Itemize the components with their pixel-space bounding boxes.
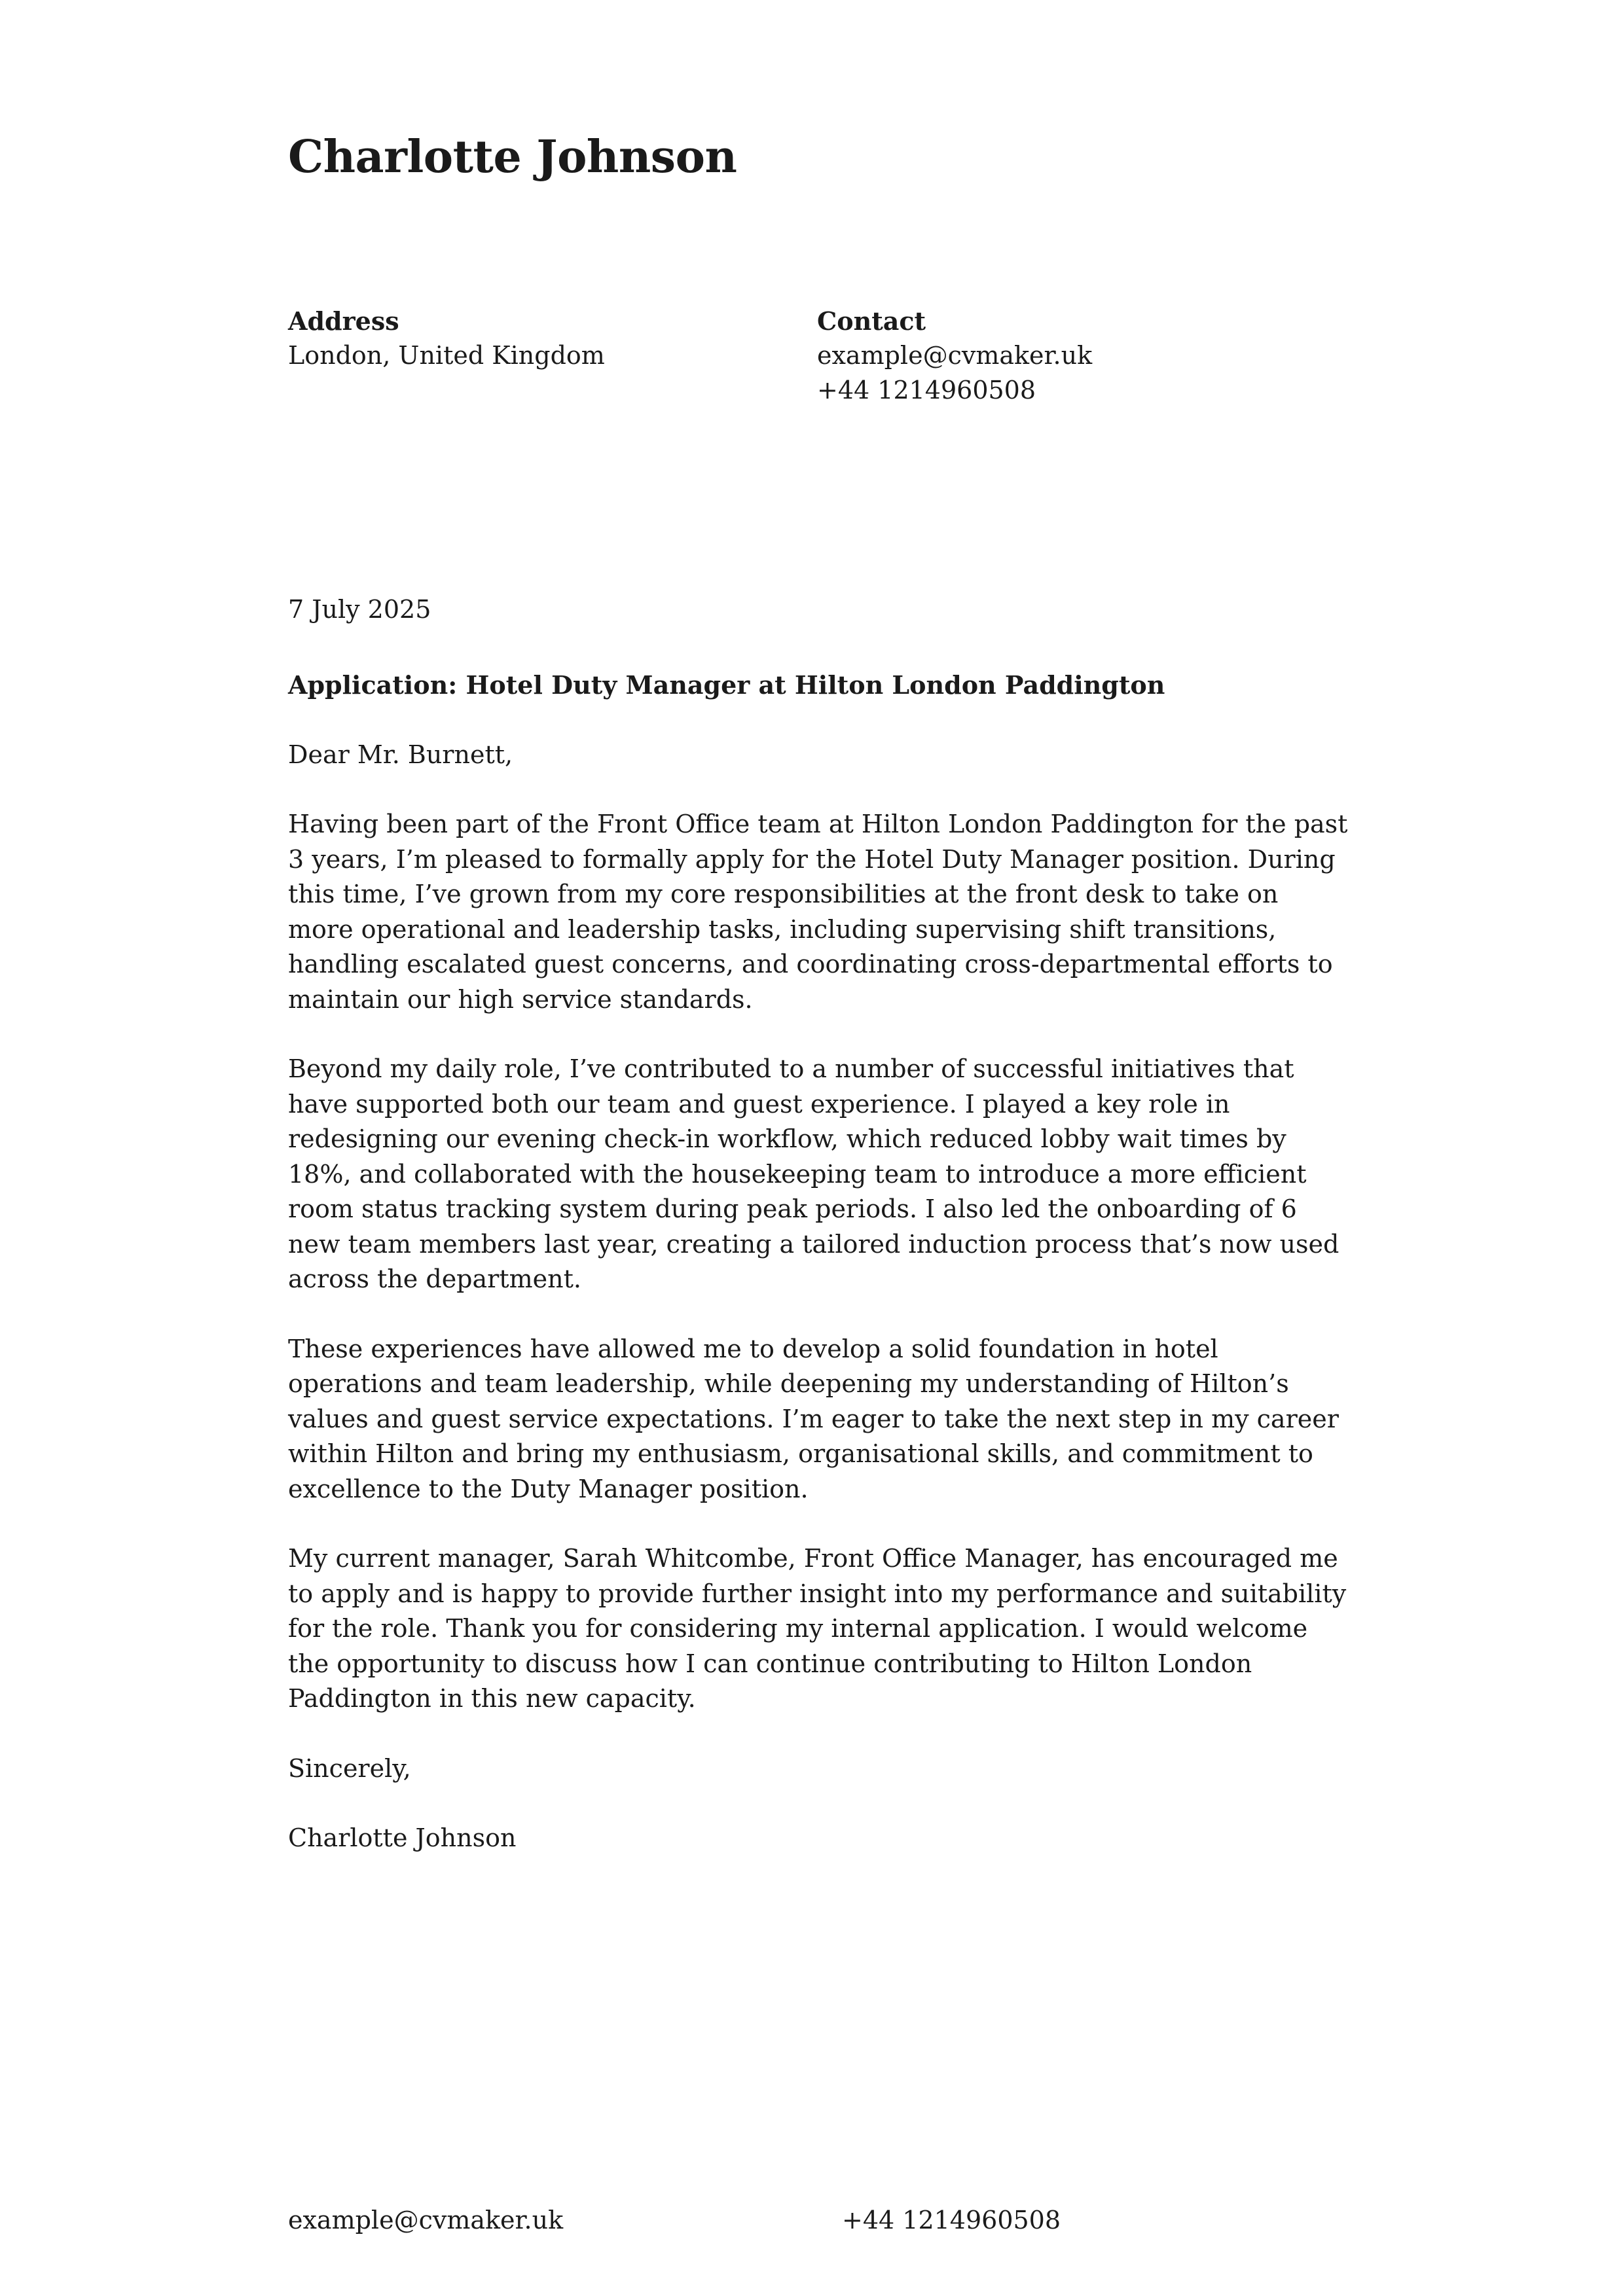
contact-phone: +44 1214960508 (817, 376, 1036, 404)
letter-paragraph: Having been part of the Front Office team at Hilton London Paddington for the past 3 years, I’m pleased to formally apply for the Hotel Duty Manager position. During this time, I’ve grown from my core responsibilities at the front desk to take on more operational and leadership tasks, including supervising shift transitions, handling escalated guest concerns, and coordinating cross-departmental efforts to maintain our high service standards. (288, 810, 1348, 1014)
footer-email: example@cvmaker.uk (288, 2206, 564, 2234)
contact-block (817, 304, 1092, 408)
letter-subject: Application: Hotel Duty Manager at Hilton London Paddington (288, 670, 1165, 700)
contact-email: example@cvmaker.uk (817, 341, 1093, 370)
letter-date: 7 July 2025 (288, 595, 431, 624)
letter-paragraph: These experiences have allowed me to develop a solid foundation in hotel operations and team leadership, while deepening my understanding of Hilton’s values and guest service expectations. I’m eager to take the next step in my career within Hilton and bring my enthusiasm, organisational skills, and commitment to excellence to the Duty Manager position. (288, 1334, 1339, 1503)
letter-paragraph: Beyond my daily role, I’ve contributed to a number of successful initiatives that have supported both our team and guest experience. I played a key role in redesigning our evening check-in workflow, which reduced lobby wait times by 18%, and collaborated with the housekeeping team to introduce a more efficient room status tracking system during peak periods. I also led the onboarding of 6 new team members last year, creating a tailored induction process that’s now used across the department. (288, 1054, 1340, 1293)
address-label: Address (288, 306, 399, 336)
address-value: London, United Kingdom (288, 341, 605, 370)
footer-phone: +44 1214960508 (842, 2206, 1061, 2234)
letter-body (288, 668, 1349, 1856)
address-block (288, 304, 605, 373)
letter-paragraph: My current manager, Sarah Whitcombe, Front Office Manager, has encouraged me to apply and is happy to provide further insight into my performance and suitability for the role. Thank you for considering my internal application. I would welcome the opportunity to discuss how I can continue contributing to Hilton London Paddington in this new capacity. (288, 1544, 1347, 1713)
applicant-name: Charlotte Johnson (288, 131, 737, 183)
contact-label: Contact (817, 306, 926, 336)
letter-salutation: Dear Mr. Burnett, (288, 740, 513, 769)
letter-closing: Sincerely, (288, 1753, 411, 1783)
letter-signature: Charlotte Johnson (288, 1823, 517, 1852)
